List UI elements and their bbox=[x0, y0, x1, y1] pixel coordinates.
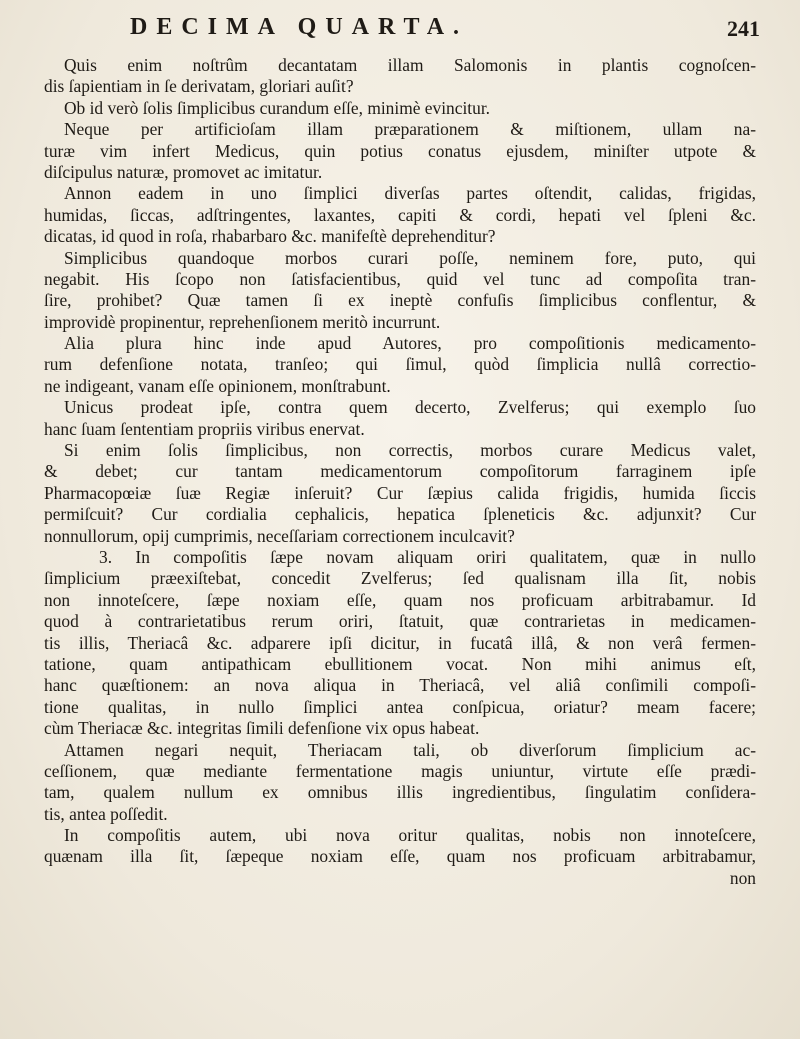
text-line: Quis enim noſtrûm decantatam illam Salomonis in plantis cognoſcen- bbox=[64, 55, 756, 75]
text-line: turæ vim infert Medicus, quin potius conatus ejusdem, miniſter utpote & bbox=[44, 140, 756, 161]
text-line: nonnullorum, opij cumprimis, neceſſariam correctionem inculcavit? bbox=[44, 525, 515, 546]
text-line: Pharmacopœiæ ſuæ Regiæ inſeruit? Cur ſæpius calida frigidis, humida ſiccis bbox=[44, 482, 756, 503]
text-line: non innoteſcere, ſæpe noxiam eſſe, quam nos proficuam arbitrabamur. Id bbox=[44, 589, 756, 610]
text-line: quod à contrarietatibus rerum oriri, ſtatuit, quæ contrarietas in medicamen- bbox=[44, 611, 756, 632]
text-line: dis ſapientiam in ſe derivatam, gloriari auſit? bbox=[44, 76, 354, 97]
text-line: quænam illa ſit, ſæpeque noxiam eſſe, quam nos proficuam arbitrabamur, bbox=[44, 846, 756, 867]
text-line: tatione, quam antipathicam ebullitionem vocat. Non mihi animus eſt, bbox=[44, 653, 756, 674]
text-line: improvidè propinentur, reprehenſionem meritò incurrunt. bbox=[44, 311, 441, 332]
text-line: negabit. His ſcopo non ſatisfacientibus, quid vel tunc ad compoſita tran- bbox=[44, 268, 756, 289]
text-line: tis illis, Theriacâ &c. adparere ipſi dicitur, in fucatâ illâ, & non verâ fermen- bbox=[44, 632, 756, 653]
text-line: Attamen negari nequit, Theriacam tali, ob diverſorum ſimplicium ac- bbox=[64, 739, 756, 760]
text-line: Annon eadem in uno ſimplici diverſas partes oſtendit, calidas, frigidas, bbox=[64, 183, 756, 204]
text-line: humidas, ſiccas, adſtringentes, laxantes, capiti & cordi, hepati vel ſpleni &c. bbox=[44, 204, 756, 225]
text-line: Si enim ſolis ſimplicibus, non correctis, morbos curare Medicus valet, bbox=[64, 440, 756, 461]
text-line: diſcipulus naturæ, promovet ac imitatur. bbox=[44, 161, 323, 182]
page-header bbox=[110, 6, 770, 46]
text-line: non bbox=[729, 867, 756, 888]
text-line: tione qualitas, in nullo ſimplici antea conſpicua, oriatur? meam facere; bbox=[44, 696, 756, 717]
text-line: Neque per artificioſam illam præparationem & miſtionem, ullam na- bbox=[64, 119, 756, 140]
text-line: rum defenſione notata, tranſeo; qui ſimul, quòd ſimplicia nullâ correctio- bbox=[44, 354, 756, 375]
text-line: Unicus prodeat ipſe, contra quem decerto, Zvelferus; qui exemplo ſuo bbox=[64, 397, 756, 418]
text-line: ceſſionem, quæ mediante fermentatione magis uniuntur, virtute eſſe prædi- bbox=[44, 760, 756, 781]
text-line: 3. In compoſitis ſæpe novam aliquam oriri qualitatem, quæ in nullo bbox=[99, 546, 756, 567]
text-line: Simplicibus quandoque morbos curari poſſe, neminem fore, puto, qui bbox=[64, 247, 756, 268]
text-line: permiſcuit? Cur cordialia cephalicis, hepatica ſpleneticis &c. adjunxit? Cur bbox=[44, 504, 756, 525]
page-number: 241 bbox=[727, 16, 760, 41]
text-line: cùm Theriacæ &c. integritas ſimili defenſione vix opus habeat. bbox=[44, 718, 480, 739]
text-line: hanc ſuam ſententiam propriis viribus enervat. bbox=[44, 418, 365, 439]
text-line: In compoſitis autem, ubi nova oritur qualitas, nobis non innoteſcere, bbox=[64, 825, 756, 846]
text-line: Ob id verò ſolis ſimplicibus curandum eſſe, minimè evincitur. bbox=[64, 97, 490, 118]
text-line: tis, antea poſſedit. bbox=[44, 803, 168, 824]
text-line: ne indigeant, vanam eſſe opinionem, monſtrabunt. bbox=[44, 375, 391, 396]
running-head: DECIMA QUARTA. bbox=[130, 14, 469, 40]
text-line: hanc quæſtionem: an nova aliqua in Theriacâ, vel aliâ conſimili compoſi- bbox=[44, 675, 756, 696]
text-line: ſire, prohibet? Quæ tamen ſi ex ineptè confuſis ſimplicibus conflentur, & bbox=[44, 290, 756, 311]
text-line: tam, qualem nullum ex omnibus illis ingredientibus, ſingulatim conſidera- bbox=[44, 782, 756, 803]
text-line: ſimplicium præexiſtebat, concedit Zvelferus; ſed qualisnam illa ſit, nobis bbox=[44, 568, 756, 589]
text-line: dicatas, id quod in roſa, rhabarbaro &c. manifeſtè deprehenditur? bbox=[44, 226, 496, 247]
body-text bbox=[44, 55, 756, 889]
text-line: Alia plura hinc inde apud Autores, pro compoſitionis medicamento- bbox=[64, 333, 756, 354]
text-line: & debet; cur tantam medicamentorum compoſitorum farraginem ipſe bbox=[44, 461, 756, 482]
